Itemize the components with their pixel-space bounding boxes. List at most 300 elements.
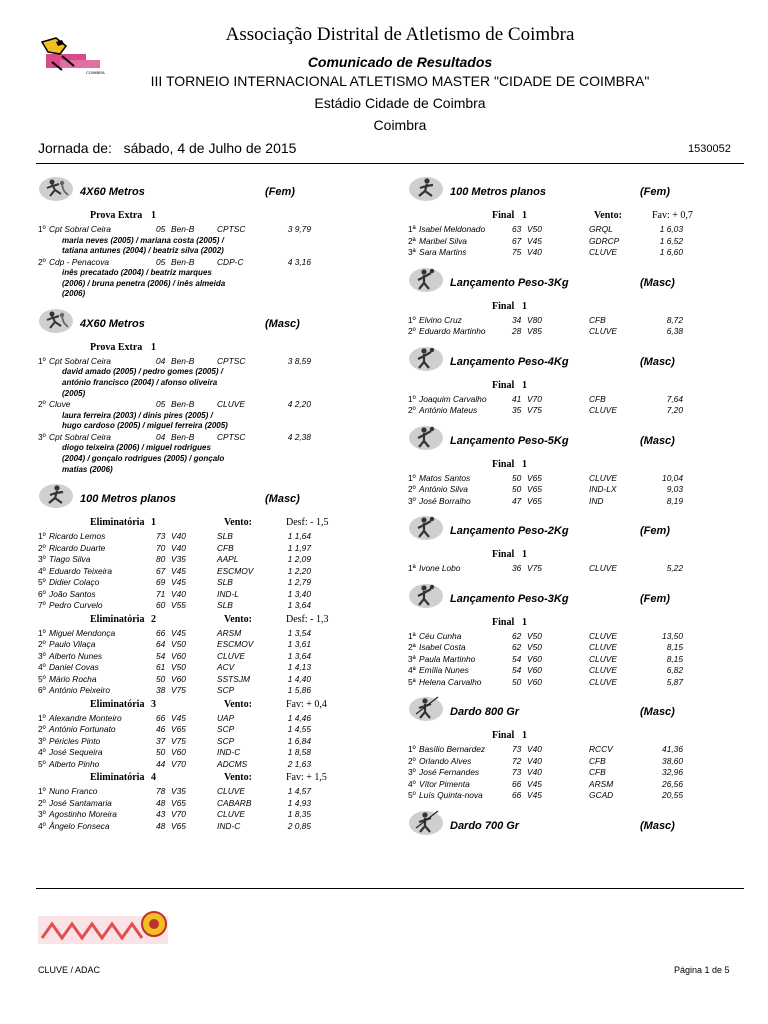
- footer-club: CLUVE / ADAC: [38, 965, 101, 975]
- age-category: Ben-B: [171, 224, 195, 234]
- club: CPTSC: [217, 355, 246, 366]
- event-header: [408, 344, 748, 378]
- round-number: 2: [151, 613, 156, 625]
- club: CLUVE: [217, 399, 245, 410]
- bib-number: 75: [512, 247, 522, 257]
- result-row: [408, 315, 748, 327]
- athlete-name: António Peixeiro: [49, 685, 110, 696]
- place: 5º: [38, 673, 46, 684]
- result-row: [408, 247, 748, 259]
- club: GDRCP: [589, 235, 620, 246]
- round-title: Final: [492, 616, 515, 628]
- result-mark: 2 0,85: [287, 820, 311, 831]
- athlete-name: Cdp - Penacova: [49, 256, 110, 267]
- athlete-name: Pedro Curvelo: [49, 600, 103, 611]
- result-row: [408, 496, 748, 508]
- result-mark: 1 2,20: [287, 565, 311, 576]
- club: CABARB: [217, 797, 252, 808]
- club: CPTSC: [217, 224, 246, 234]
- wind-value: Fav: + 1,5: [286, 772, 327, 784]
- result-row: [408, 484, 748, 496]
- place: 4º: [38, 747, 46, 758]
- event-name: 100 Metros planos: [80, 493, 176, 506]
- event-header: [408, 581, 748, 615]
- result-mark: 6,38: [666, 326, 683, 336]
- bib-number: 71: [156, 588, 166, 599]
- event-header: [408, 513, 748, 547]
- event-header: [38, 481, 378, 515]
- bib-number: 66: [512, 778, 522, 789]
- bib-number: 41: [512, 393, 522, 404]
- round-title: Final: [492, 730, 515, 741]
- athlete-name: Agostinho Moreira: [49, 809, 117, 820]
- athlete-name: Basílio Bernardez: [419, 744, 486, 754]
- bib-number: 28: [512, 326, 522, 336]
- place: 5º: [408, 790, 416, 800]
- place: 1º: [38, 531, 46, 542]
- athlete-name: José Borralho: [419, 495, 471, 506]
- club: SCP: [217, 735, 235, 746]
- bib-number: 62: [512, 630, 522, 641]
- athlete-name: António Mateus: [419, 405, 478, 415]
- result-row: [38, 399, 378, 411]
- bib-number: 67: [512, 235, 522, 246]
- event-name: 4X60 Metros: [80, 317, 145, 330]
- result-mark: 3 9,79: [287, 224, 311, 234]
- result-row: [408, 665, 748, 677]
- club: SLB: [217, 577, 233, 588]
- bib-number: 50: [512, 484, 522, 494]
- round-number: 4: [151, 772, 156, 784]
- club: ARSM: [217, 627, 242, 638]
- age-category: V50: [527, 224, 542, 234]
- place: 5º: [38, 577, 46, 588]
- club: ACV: [217, 662, 235, 673]
- result-mark: 1 2,79: [287, 577, 311, 588]
- event-header: [408, 265, 748, 299]
- round-header: [408, 615, 748, 631]
- relay-members: maria neves (2005) / mariana costa (2005) / tatiana antunes (2004) / beatriz silva (2002): [62, 235, 224, 256]
- shot-put-icon: [408, 581, 444, 609]
- round-header: [408, 378, 748, 394]
- age-category: V40: [171, 542, 186, 553]
- club: CLUVE: [589, 563, 617, 573]
- athlete-name: Matos Santos: [419, 472, 471, 483]
- relay-members: diogo teixeira (2006) / miguel rodrigues (2004) / gonçalo rodrigues (2005) / gonçalo matias (2006): [62, 443, 225, 474]
- bib-number: 46: [156, 724, 166, 735]
- club: CLUVE: [589, 665, 617, 675]
- round-number: 1: [522, 616, 527, 628]
- relay-members: laura ferreira (2003) / dinis pires (2005) / hugo cardoso (2005) / miguel ferreira (2005): [62, 410, 228, 431]
- bib-number: 48: [156, 820, 166, 831]
- age-category: V40: [527, 744, 542, 754]
- place: 1º: [408, 472, 416, 483]
- place: 1ª: [408, 563, 416, 573]
- round-number: 1: [522, 458, 527, 470]
- athlete-name: Paulo Vilaça: [49, 639, 96, 650]
- relay-members: david amado (2005) / pedro gomes (2005) / antónio francisco (2004) / afonso oliveira (2005): [62, 367, 223, 398]
- age-category: Ben-B: [171, 399, 195, 410]
- result-mark: 1 3,54: [287, 627, 311, 638]
- club: CLUVE: [217, 650, 245, 661]
- result-mark: 7,20: [666, 405, 683, 415]
- bib-number: 69: [156, 577, 166, 588]
- age-category: V60: [171, 650, 186, 661]
- tournament-title: III TORNEIO INTERNACIONAL ATLETISMO MASTER "CIDADE DE COIMBRA": [150, 73, 650, 89]
- bib-number: 78: [156, 786, 166, 797]
- bib-number: 63: [512, 224, 522, 234]
- athlete-name: João Santos: [49, 588, 96, 599]
- round-number: 1: [522, 379, 527, 391]
- bib-number: 05: [156, 399, 166, 410]
- date-value: sábado, 4 de Julho de 2015: [123, 140, 297, 156]
- bib-number: 60: [156, 600, 166, 611]
- place: 3º: [38, 809, 46, 820]
- age-category: V40: [527, 767, 542, 777]
- age-category: V45: [527, 778, 542, 789]
- bib-number: 64: [156, 639, 166, 650]
- result-mark: 4 3,16: [287, 256, 311, 267]
- wind-value: Fav: + 0,7: [652, 210, 693, 221]
- bib-number: 50: [156, 673, 166, 684]
- age-category: Ben-B: [171, 256, 195, 267]
- result-row: [38, 257, 378, 269]
- club: CPTSC: [217, 431, 246, 442]
- result-row: [38, 809, 378, 821]
- athlete-name: Isabel Meldonado: [419, 224, 486, 234]
- round-title: Eliminatória: [90, 772, 145, 784]
- round-number: 1: [522, 210, 527, 221]
- athlete-name: Isabel Costa: [419, 642, 466, 652]
- place: 1ª: [408, 224, 416, 234]
- bib-number: 43: [156, 809, 166, 820]
- event-name: Dardo 700 Gr: [450, 819, 520, 832]
- result-row: [408, 654, 748, 666]
- club: CLUVE: [589, 247, 617, 257]
- result-mark: 38,60: [662, 755, 683, 766]
- bib-number: 05: [156, 256, 166, 267]
- event-header: [408, 694, 748, 728]
- result-row: [38, 224, 378, 236]
- result-row: [38, 747, 378, 759]
- age-category: V50: [527, 630, 542, 641]
- round-number: 1: [522, 549, 527, 560]
- result-row: [38, 639, 378, 651]
- round-title: Eliminatória: [90, 517, 145, 529]
- result-mark: 6,82: [666, 665, 683, 675]
- event-name: Lançamento Peso-5Kg: [450, 434, 569, 447]
- bib-number: 66: [156, 712, 166, 723]
- age-category: V65: [171, 820, 186, 831]
- place: 2º: [38, 256, 46, 267]
- age-category: V40: [527, 755, 542, 766]
- event-gender: (Masc): [640, 355, 675, 368]
- club: SSTSJM: [217, 673, 251, 684]
- place: 3ª: [408, 247, 416, 257]
- bib-number: 62: [512, 642, 522, 652]
- result-row: [408, 326, 748, 338]
- athlete-name: Elvino Cruz: [419, 314, 462, 325]
- age-category: V45: [171, 712, 186, 723]
- age-category: V45: [171, 627, 186, 638]
- result-mark: 1 3,64: [287, 600, 311, 611]
- bib-number: 73: [512, 767, 522, 777]
- wind-value: Desf: - 1,5: [286, 517, 329, 529]
- round-header: [408, 457, 748, 473]
- club: CDP-C: [217, 256, 244, 267]
- athlete-name: Daniel Covas: [49, 662, 99, 673]
- athlete-name: Cpt Sobral Ceira: [49, 431, 111, 442]
- place: 2º: [38, 542, 46, 553]
- place: 2º: [408, 755, 416, 766]
- sprint-icon: [38, 306, 74, 334]
- age-category: V80: [527, 314, 542, 325]
- result-mark: 1 3,40: [287, 588, 311, 599]
- shot-put-icon: [408, 423, 444, 451]
- age-category: V35: [171, 786, 186, 797]
- athlete-name: Maribel Silva: [419, 235, 467, 246]
- athlete-name: Cpt Sobral Ceira: [49, 224, 111, 234]
- place: 4º: [38, 662, 46, 673]
- result-mark: 32,96: [662, 767, 683, 777]
- club: ADCMS: [217, 758, 248, 769]
- place: 2º: [38, 639, 46, 650]
- bib-number: 54: [512, 665, 522, 675]
- result-row: [38, 713, 378, 725]
- age-category: V35: [171, 554, 186, 565]
- club: CLUVE: [589, 642, 617, 652]
- athlete-name: Eduardo Teixeira: [49, 565, 113, 576]
- place: 4º: [38, 565, 46, 576]
- age-category: V65: [171, 797, 186, 808]
- result-row: [38, 786, 378, 798]
- bib-number: 73: [512, 744, 522, 754]
- place: 1º: [38, 712, 46, 723]
- athlete-name: José Santamaria: [49, 797, 112, 808]
- result-mark: 3 8,59: [287, 355, 311, 366]
- club: CFB: [589, 767, 606, 777]
- result-row: [38, 798, 378, 810]
- result-mark: 7,64: [666, 393, 683, 404]
- age-category: V65: [527, 495, 542, 506]
- place: 5º: [38, 758, 46, 769]
- age-category: V45: [171, 565, 186, 576]
- round-number: 1: [151, 517, 156, 529]
- round-title: Prova Extra: [90, 341, 143, 353]
- event-gender: (Masc): [265, 493, 300, 506]
- result-row: [38, 724, 378, 736]
- result-row: [408, 563, 748, 575]
- result-row: [408, 642, 748, 654]
- place: 6º: [38, 588, 46, 599]
- bib-number: 50: [512, 472, 522, 483]
- place: 3º: [408, 767, 416, 777]
- athlete-name: Alberto Pinho: [49, 758, 100, 769]
- event-header: [408, 174, 748, 208]
- athlete-name: Paula Martinho: [419, 653, 476, 664]
- athlete-name: Luís Quinta-nova: [419, 790, 483, 800]
- club: RCCV: [589, 744, 613, 754]
- result-mark: 1 1,97: [287, 542, 311, 553]
- event-gender: (Masc): [265, 317, 300, 330]
- club: ESCMOV: [217, 639, 254, 650]
- place: 1º: [38, 224, 46, 234]
- result-mark: 20,55: [662, 790, 683, 800]
- result-mark: 1 8,35: [287, 809, 311, 820]
- bib-number: 72: [512, 755, 522, 766]
- round-header: [38, 208, 378, 224]
- bib-number: 50: [512, 676, 522, 687]
- place: 6º: [38, 685, 46, 696]
- athlete-name: Vítor Pimenta: [419, 778, 470, 789]
- result-mark: 2 1,63: [287, 758, 311, 769]
- footer-page: Página 1 de 5: [674, 965, 730, 975]
- city-name: Coimbra: [373, 117, 427, 133]
- place: 2º: [38, 724, 46, 735]
- result-mark: 5,87: [666, 676, 683, 687]
- round-title: Final: [492, 549, 515, 560]
- result-row: [38, 566, 378, 578]
- age-category: V45: [527, 235, 542, 246]
- bib-number: 48: [156, 797, 166, 808]
- result-row: [38, 651, 378, 663]
- wind-value: Fav: + 0,4: [286, 698, 327, 710]
- athlete-name: José Fernandes: [419, 767, 480, 777]
- round-title: Final: [492, 379, 515, 391]
- place: 1º: [408, 744, 416, 754]
- round-header: [408, 728, 748, 744]
- place: 1º: [38, 627, 46, 638]
- result-mark: 4 2,20: [287, 399, 311, 410]
- bib-number: 61: [156, 662, 166, 673]
- svg-text:COIMBRA: COIMBRA: [86, 70, 105, 75]
- event-header: [408, 423, 748, 457]
- place: 3º: [408, 495, 416, 506]
- event-name: Dardo 800 Gr: [450, 706, 520, 718]
- age-category: V40: [171, 531, 186, 542]
- place: 1º: [408, 393, 416, 404]
- shot-put-icon: [408, 513, 444, 541]
- round-number: 3: [151, 698, 156, 710]
- result-mark: 1 3,61: [287, 639, 311, 650]
- bib-number: 04: [156, 431, 166, 442]
- bib-number: 34: [512, 314, 522, 325]
- shot-put-icon: [408, 344, 444, 372]
- athlete-name: Joaquim Carvalho: [419, 393, 487, 404]
- club: AAPL: [217, 554, 239, 565]
- result-row: [38, 432, 378, 444]
- result-mark: 1 6,03: [659, 224, 683, 234]
- place: 2º: [38, 797, 46, 808]
- athlete-name: Ivone Lobo: [419, 563, 461, 573]
- result-mark: 1 4,40: [287, 673, 311, 684]
- place: 7º: [38, 600, 46, 611]
- round-header: [408, 208, 748, 224]
- round-header: [408, 547, 748, 563]
- place: 2º: [408, 326, 416, 336]
- bib-number: 04: [156, 355, 166, 366]
- age-category: V60: [527, 676, 542, 687]
- place: 2ª: [408, 642, 416, 652]
- result-mark: 13,50: [662, 630, 683, 641]
- bottom-rule: [36, 888, 744, 889]
- age-category: V70: [171, 809, 186, 820]
- bib-number: 37: [156, 735, 166, 746]
- age-category: V75: [171, 735, 186, 746]
- result-mark: 8,72: [666, 314, 683, 325]
- age-category: V75: [527, 563, 542, 573]
- event-name: Lançamento Peso-4Kg: [450, 355, 569, 368]
- shot-put-icon: [408, 265, 444, 293]
- club: CLUVE: [217, 809, 245, 820]
- result-row: [38, 736, 378, 748]
- result-mark: 26,56: [662, 778, 683, 789]
- round-title: Eliminatória: [90, 698, 145, 710]
- result-row: [38, 589, 378, 601]
- athlete-name: Ricardo Lemos: [49, 531, 106, 542]
- club: CFB: [589, 755, 606, 766]
- result-mark: 8,15: [666, 642, 683, 652]
- result-row: [408, 473, 748, 485]
- event-gender: (Masc): [640, 819, 675, 832]
- result-mark: 5,22: [666, 563, 683, 573]
- club: ARSM: [589, 778, 614, 789]
- result-mark: 1 8,58: [287, 747, 311, 758]
- athlete-name: Alexandre Monteiro: [49, 712, 122, 723]
- relay-members: inês precatado (2004) / beatriz marques (2006) / bruna penetra (2006) / inês almeida (2006): [62, 268, 226, 299]
- result-mark: 1 4,13: [287, 662, 311, 673]
- athlete-name: Miguel Mendonça: [49, 627, 116, 638]
- event-header: [38, 306, 378, 340]
- event-gender: (Fem): [640, 592, 670, 605]
- athlete-name: Péricles Pinto: [49, 735, 101, 746]
- javelin-icon: [408, 808, 444, 836]
- result-mark: 9,03: [666, 484, 683, 494]
- event-header: [408, 808, 748, 842]
- club: IND: [589, 495, 604, 506]
- place: 3ª: [408, 653, 416, 664]
- place: 1ª: [408, 630, 416, 641]
- result-row: [38, 356, 378, 368]
- bib-number: 54: [156, 650, 166, 661]
- wind-label: Vento:: [594, 210, 622, 221]
- place: 1º: [408, 314, 416, 325]
- result-mark: 1 6,60: [659, 247, 683, 257]
- place: 4ª: [408, 665, 416, 675]
- event-gender: (Masc): [640, 706, 675, 718]
- bib-number: 44: [156, 758, 166, 769]
- result-mark: 1 4,46: [287, 712, 311, 723]
- runner-icon: [38, 481, 74, 509]
- result-row: [408, 756, 748, 768]
- bib-number: 54: [512, 653, 522, 664]
- athlete-name: Didier Colaço: [49, 577, 100, 588]
- result-row: [408, 779, 748, 791]
- bib-number: 67: [156, 565, 166, 576]
- place: 4º: [408, 778, 416, 789]
- age-category: V40: [527, 247, 542, 257]
- age-category: V40: [171, 588, 186, 599]
- result-row: [38, 554, 378, 566]
- athlete-name: Nuno Franco: [49, 786, 98, 797]
- event-gender: (Fem): [640, 525, 670, 537]
- result-mark: 1 4,55: [287, 724, 311, 735]
- event-gender: (Fem): [265, 186, 295, 198]
- club: UAP: [217, 712, 235, 723]
- wind-value: Desf: - 1,3: [286, 613, 329, 625]
- result-mark: 1 1,64: [287, 531, 311, 542]
- round-header: [38, 515, 378, 531]
